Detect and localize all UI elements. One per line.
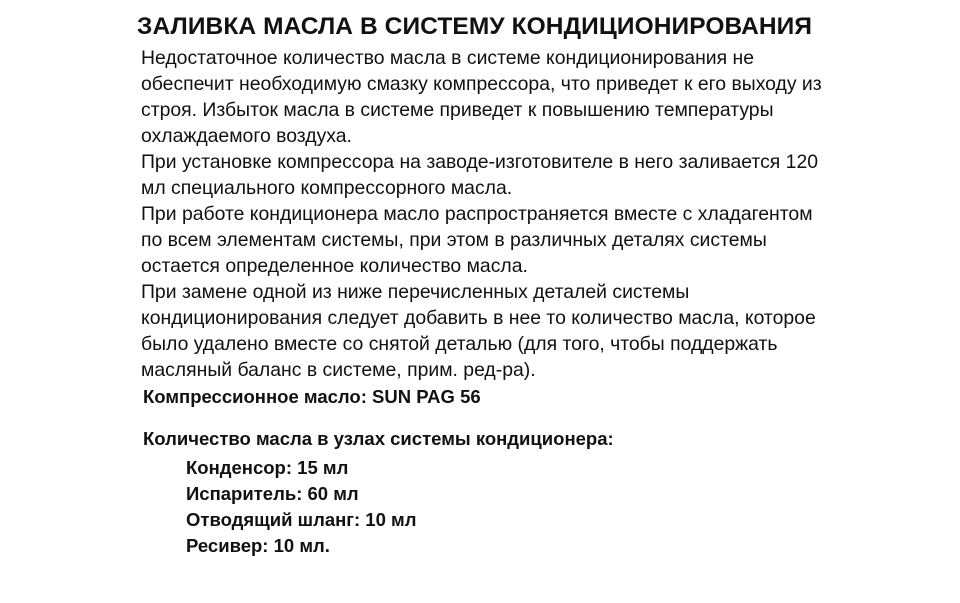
paragraph-line: строя. Избыток масла в системе приведет к повышению температуры — [141, 99, 774, 121]
paragraph-line: При установке компрессора на заводе-изготовителе в него заливается 120 — [141, 151, 819, 173]
paragraph-line: остается определенное количество масла. — [141, 255, 528, 277]
paragraph-line: При замене одной из ниже перечисленных деталей системы — [141, 281, 690, 303]
paragraph-line: кондиционирования следует добавить в нее то количество масла, которое — [141, 307, 816, 329]
paragraph-line: обеспечит необходимую смазку компрессора, что приведет к его выходу из — [141, 73, 822, 95]
page-title: ЗАЛИВКА МАСЛА В СИСТЕМУ КОНДИЦИОНИРОВАНИЯ — [137, 13, 813, 40]
paragraph-line: Недостаточное количество масла в системе кондиционирования не — [141, 47, 755, 69]
list-item: Испаритель: 60 мл — [186, 483, 359, 504]
description-paragraph — [141, 45, 921, 383]
list-item: Отводящий шланг: 10 мл — [186, 509, 417, 530]
oil-type-label: Компрессионное масло: SUN PAG 56 — [143, 386, 481, 407]
paragraph-line: было удалено вместе со снятой деталью (для того, чтобы поддержать — [141, 333, 778, 355]
paragraph-line: масляный баланс в системе, прим. ред-ра). — [141, 359, 536, 381]
oil-quantity-heading: Количество масла в узлах системы кондиционера: — [143, 428, 614, 449]
paragraph-line: охлаждаемого воздуха. — [141, 125, 352, 147]
list-item: Ресивер: 10 мл. — [186, 535, 330, 556]
paragraph-line: по всем элементам системы, при этом в различных деталях системы — [141, 229, 767, 251]
oil-quantity-list — [186, 455, 416, 559]
list-item: Конденсор: 15 мл — [186, 457, 349, 478]
paragraph-line: мл специального компрессорного масла. — [141, 177, 513, 199]
paragraph-line: При работе кондиционера масло распространяется вместе с хладагентом — [141, 203, 813, 225]
